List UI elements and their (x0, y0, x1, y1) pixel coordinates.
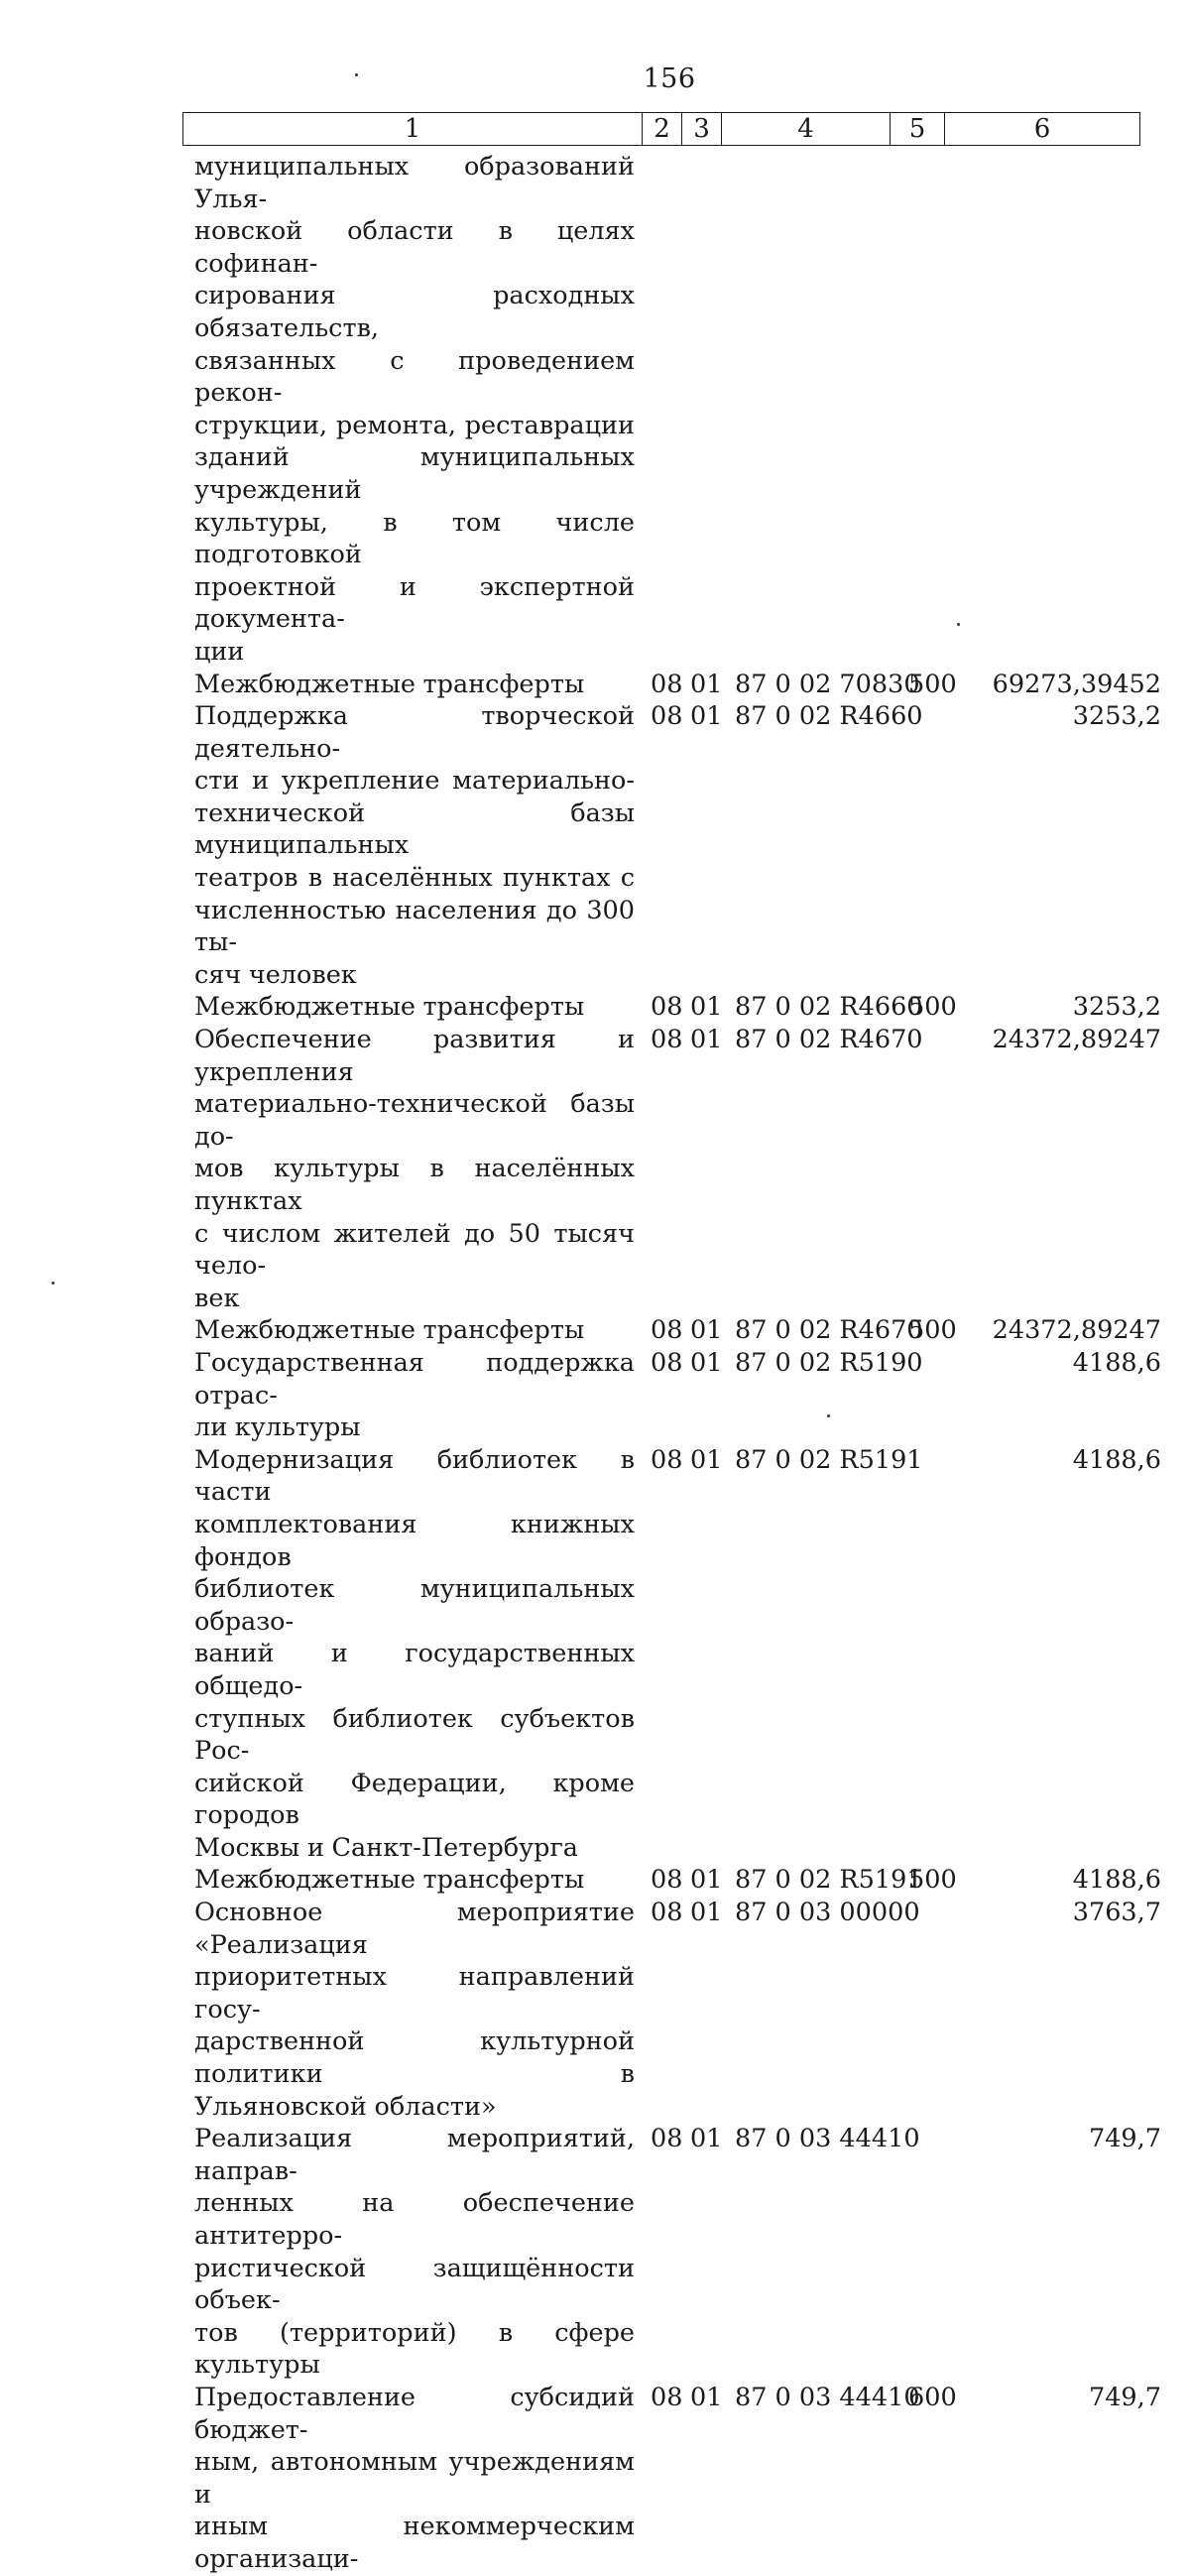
subsection-code: 01 (690, 1347, 723, 1378)
expense-type-code: 500 (908, 1865, 957, 1896)
row-name (194, 2123, 635, 2382)
row-name-line: ции (194, 636, 245, 667)
subsection-code: 01 (690, 1898, 723, 1928)
row-name-line: Москвы и Санкт-Петербурга (194, 1832, 579, 1863)
table-row (194, 1444, 1186, 1865)
section-code: 08 (651, 1898, 683, 1928)
row-name-line: иным некоммерческим организаци- (194, 2512, 635, 2574)
row-name-line: Ульяновской области» (194, 2091, 497, 2122)
row-name-line: струкции, ремонта, реставрации (194, 410, 635, 440)
row-name-line: Государственная поддержка отрас- (194, 1347, 635, 1411)
row-name-line: культуры, в том числе подготовкой (194, 507, 635, 570)
row-name-line: ли культуры (194, 1412, 361, 1443)
row-name-line: ристической защищённости объек- (194, 2253, 635, 2316)
amount: 749,7 (1088, 2124, 1161, 2154)
expense-type-code: 600 (908, 2382, 957, 2412)
table-row (194, 2382, 1186, 2576)
row-name (194, 1897, 635, 2123)
scan-speck (52, 1282, 55, 1285)
row-name-line: Реализация мероприятий, направ- (194, 2124, 635, 2186)
column-header-row (183, 113, 1140, 146)
row-name-line: с числом жителей до 50 тысяч чело- (194, 1218, 635, 1282)
target-article-code: 87 0 02 R4660 (735, 701, 923, 732)
subsection-code: 01 (690, 1315, 723, 1346)
table-row (194, 991, 1186, 1024)
section-code: 08 (651, 1444, 683, 1475)
row-name-line: Основное мероприятие «Реализация (194, 1898, 635, 1960)
subsection-code: 01 (690, 669, 723, 699)
amount: 3763,7 (1072, 1898, 1161, 1928)
row-name-line: сийской Федерации, кроме городов (194, 1768, 635, 1831)
target-article-code: 87 0 02 70830 (735, 669, 920, 699)
subsection-code: 01 (690, 701, 723, 732)
subsection-code: 01 (690, 2124, 723, 2154)
row-name-line: театров в населённых пунктах с (194, 863, 635, 894)
row-name (194, 1444, 635, 1865)
subsection-code: 01 (690, 1444, 723, 1475)
row-name (194, 1864, 635, 1897)
subsection-code: 01 (690, 2382, 723, 2412)
row-name-line: ным, автономным учреждениям и (194, 2447, 635, 2510)
row-name-line: тов (территорий) в сфере культуры (194, 2317, 635, 2381)
table-row (194, 1024, 1186, 1314)
row-name-line: дарственной культурной политики в (194, 2026, 635, 2090)
amount: 4188,6 (1072, 1444, 1161, 1475)
table-row (194, 2123, 1186, 2382)
row-name-line: век (194, 1283, 240, 1313)
row-name (194, 151, 635, 669)
row-name-line: Межбюджетные трансферты (194, 1865, 585, 1896)
amount: 69273,39452 (992, 669, 1161, 699)
row-name-line: сяч человек (194, 959, 357, 990)
table-row (194, 700, 1186, 991)
subsection-code: 01 (690, 992, 723, 1023)
section-code: 08 (651, 2124, 683, 2154)
row-name-line: Межбюджетные трансферты (194, 669, 585, 699)
expense-type-code: 500 (908, 669, 957, 699)
column-header-3: 3 (682, 113, 722, 146)
target-article-code: 87 0 03 00000 (735, 1898, 920, 1928)
amount: 749,7 (1088, 2382, 1161, 2412)
page-number: 156 (643, 63, 696, 94)
row-name-line: Обеспечение развития и укрепления (194, 1025, 635, 1087)
column-header-6: 6 (945, 113, 1140, 146)
row-name-line: ваний и государственных общедо- (194, 1639, 635, 1701)
table-row (194, 1897, 1186, 2123)
row-name (194, 1347, 635, 1444)
column-header-table (182, 112, 1140, 146)
row-name-line: приоритетных направлений госу- (194, 1962, 635, 2024)
column-header-4: 4 (722, 113, 891, 146)
row-name-line: зданий муниципальных учреждений (194, 442, 635, 505)
row-name-line: проектной и экспертной документа- (194, 571, 635, 635)
target-article-code: 87 0 02 R4670 (735, 1025, 923, 1055)
target-article-code: 87 0 03 44410 (735, 2382, 920, 2412)
amount: 24372,89247 (992, 1315, 1161, 1346)
row-name-line: технической базы муниципальных (194, 797, 635, 861)
section-code: 08 (651, 992, 683, 1023)
row-name-line: Предоставление субсидий бюджет- (194, 2382, 635, 2445)
expense-type-code: 500 (908, 992, 957, 1023)
table-row (194, 151, 1186, 669)
row-name-line: численностью населения до 300 ты- (194, 895, 635, 958)
row-name-line: сти и укрепление материально- (194, 766, 635, 797)
row-name-line: библиотек муниципальных образо- (194, 1574, 635, 1637)
row-name-line: комплектования книжных фондов (194, 1509, 635, 1572)
row-name-line: Модернизация библиотек в части (194, 1444, 635, 1508)
table-row (194, 1347, 1186, 1444)
amount: 24372,89247 (992, 1025, 1161, 1055)
target-article-code: 87 0 03 44410 (735, 2124, 920, 2154)
scan-speck (827, 1414, 830, 1417)
row-name (194, 669, 635, 701)
row-name (194, 1314, 635, 1347)
row-name-line: Поддержка творческой деятельно- (194, 701, 635, 764)
target-article-code: 87 0 02 R5191 (735, 1865, 923, 1896)
section-code: 08 (651, 2382, 683, 2412)
scan-speck (355, 73, 358, 76)
row-name-line: Межбюджетные трансферты (194, 1315, 585, 1346)
row-name (194, 2382, 635, 2576)
budget-rows (194, 151, 1186, 2576)
table-row (194, 1314, 1186, 1347)
amount: 4188,6 (1072, 1347, 1161, 1378)
table-row (194, 669, 1186, 701)
amount: 3253,2 (1072, 701, 1161, 732)
subsection-code: 01 (690, 1025, 723, 1055)
section-code: 08 (651, 1865, 683, 1896)
row-name-line: материально-технической базы до- (194, 1089, 635, 1152)
row-name-line: ступных библиотек субъектов Рос- (194, 1703, 635, 1767)
target-article-code: 87 0 02 R5191 (735, 1444, 923, 1475)
target-article-code: 87 0 02 R5190 (735, 1347, 923, 1378)
row-name-line: Межбюджетные трансферты (194, 992, 585, 1023)
row-name (194, 991, 635, 1024)
expense-type-code: 500 (908, 1315, 957, 1346)
section-code: 08 (651, 1347, 683, 1378)
column-header-5: 5 (891, 113, 945, 146)
row-name-line: новской области в целях софинан- (194, 216, 635, 279)
column-header-1: 1 (183, 113, 643, 146)
column-header-2: 2 (643, 113, 682, 146)
row-name (194, 700, 635, 991)
row-name-line: связанных с проведением рекон- (194, 345, 635, 409)
section-code: 08 (651, 669, 683, 699)
row-name-line: муниципальных образований Улья- (194, 152, 635, 214)
amount: 4188,6 (1072, 1865, 1161, 1896)
section-code: 08 (651, 701, 683, 732)
scan-speck (957, 623, 960, 626)
subsection-code: 01 (690, 1865, 723, 1896)
section-code: 08 (651, 1025, 683, 1055)
table-row (194, 1864, 1186, 1897)
target-article-code: 87 0 02 R4670 (735, 1315, 923, 1346)
row-name-line: сирования расходных обязательств, (194, 281, 635, 343)
section-code: 08 (651, 1315, 683, 1346)
row-name-line: мов культуры в населённых пунктах (194, 1154, 635, 1216)
row-name (194, 1024, 635, 1314)
row-name-line: ленных на обеспечение антитерро- (194, 2188, 635, 2251)
amount: 3253,2 (1072, 992, 1161, 1023)
target-article-code: 87 0 02 R4660 (735, 992, 923, 1023)
